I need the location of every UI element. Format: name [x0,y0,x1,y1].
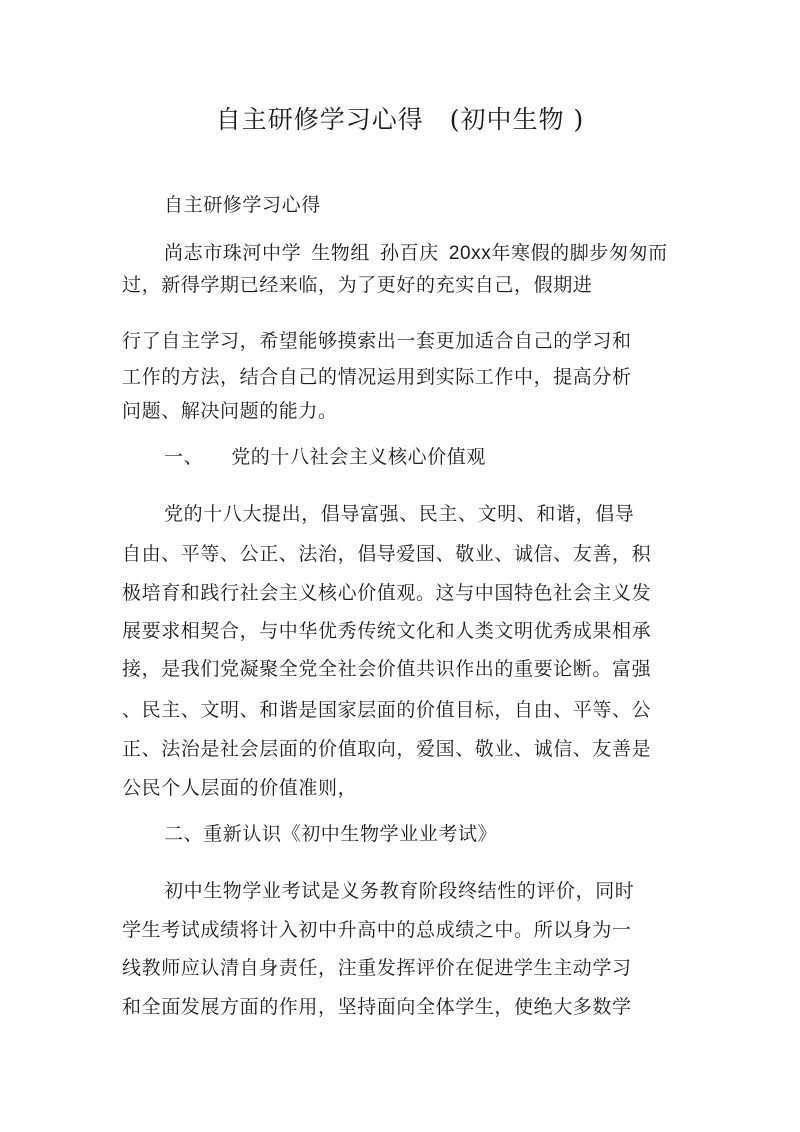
section1-title: 党的十八社会主义核心价值观 [231,446,487,468]
section1-line: 、民主、文明、和谐是国家层面的价值目标，自由、平等、公 [122,699,652,721]
section1-line: 展要求相契合，与中华优秀传统文化和人类文明优秀成果相承 [122,620,652,642]
document-subtitle: 自主研修学习心得 [164,194,321,216]
intro-line-3: 行了自主学习，希望能够摸索出一套更加适合自己的学习和 [122,330,632,352]
intro-line-5: 问题、解决问题的能力。 [122,400,338,422]
title-sub: (初中生物 ) [449,105,585,134]
section2-line: 线教师应认清自身责任，注重发挥评价在促进学生主动学习 [122,957,632,979]
intro-line-1 [164,240,668,267]
section1-line: 党的十八大提出，倡导富强、民主、文明、和谐，倡导 [164,503,635,525]
intro-author: 孙百庆 [380,242,439,264]
section1-number: 一、 [164,446,204,468]
section2-line: 学生考试成绩将计入初中升高中的总成绩之中。所以身为一 [122,919,632,941]
section1-line: 公民个人层面的价值准则， [122,777,358,799]
intro-school: 尚志市珠河中学 [164,242,302,264]
intro-line-4: 工作的方法，结合自己的情况运用到实际工作中，提高分析 [122,366,632,388]
section2-line: 和全面发展方面的作用，坚持面向全体学生，使绝大多数学 [122,996,632,1018]
intro-year: 20xx [448,243,492,264]
intro-line-2: 过，新得学期已经来临，为了更好的充实自己，假期进 [122,274,593,296]
document-title [0,102,800,138]
section1-line: 接，是我们党凝聚全党全社会价值共识作出的重要论断。富强 [122,658,652,680]
section2-heading: 二、重新认识《初中生物学业业考试》 [164,823,498,845]
title-main: 自主研修学习心得 [215,105,424,134]
intro-line1-rest: 年寒假的脚步匆匆而 [491,242,668,264]
section2-line: 初中生物学业考试是义务教育阶段终结性的评价，同时 [164,880,635,902]
section1-line: 极培育和践行社会主义核心价值观。这与中国特色社会主义发 [122,582,652,604]
section1-line: 正、法治是社会层面的价值取向，爱国、敬业、诚信、友善是 [122,738,652,760]
intro-group: 生物组 [311,242,371,264]
section1-heading [164,444,486,470]
section1-line: 自由、平等、公正、法治，倡导爱国、敬业、诚信、友善，积 [122,543,652,565]
